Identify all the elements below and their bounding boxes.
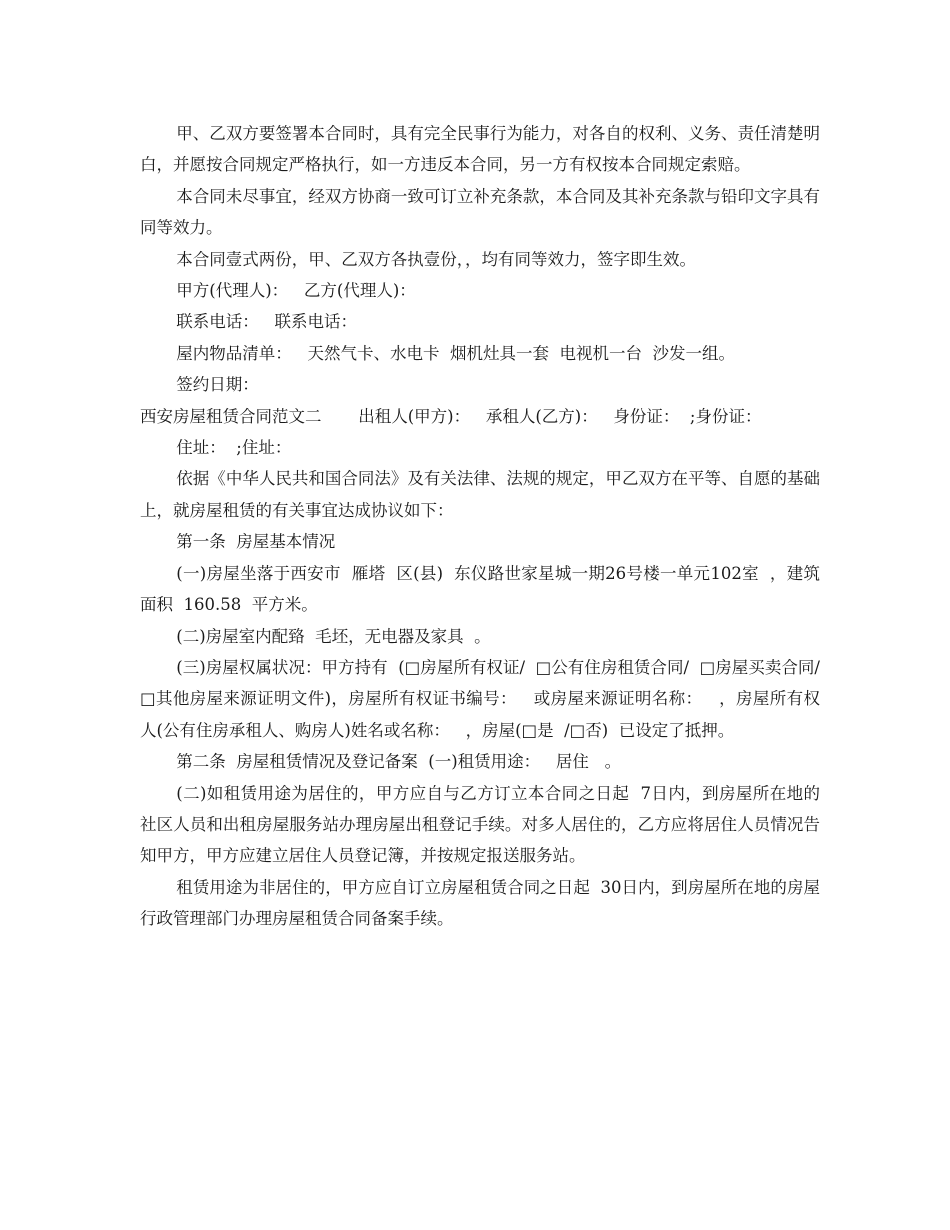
- paragraph: 本合同未尽事宜，经双方协商一致可订立补充条款，本合同及其补充条款与铅印文字具有同等效力。: [140, 186, 820, 238]
- paragraph: 依据《中华人民共和国合同法》及有关法律、法规的规定，甲乙双方在平等、自愿的基础上，就房屋租赁的有关事宜达成协议如下：: [140, 469, 820, 520]
- paragraph: 住址： ;住址：: [176, 438, 292, 458]
- paragraph: (二)如租赁用途为居住的，甲方应自与乙方订立本合同之日起 7日内，到房屋所在地的社区人员和出租房屋服务站办理房屋出租登记手续。对多人居住的，乙方应将居住人员情况告知甲方，甲方应建立居住人员登记簿，并按规定报送服务站。: [140, 783, 820, 866]
- paragraph: 租赁用途为非居住的，甲方应自订立房屋租赁合同之日起 30日内，到房屋所在地的房屋行政管理部门办理房屋租赁合同备案手续。: [140, 877, 820, 929]
- paragraph: 签约日期：: [176, 375, 259, 395]
- paragraph: 西安房屋租赁合同范文二 出租人(甲方)： 承租人(乙方)： 身份证： ;身份证：: [140, 406, 762, 426]
- contract-document: [140, 118, 831, 935]
- paragraph: (二)房屋室内配臵 毛坯，无电器及家具 。: [176, 626, 491, 646]
- paragraph: (三)房屋权属状况：甲方持有 (□房屋所有权证/ □公有住房租赁合同/ □房屋买卖合同/ □其他房屋来源证明文件)，房屋所有权证书编号： 或房屋来源证明名称： ，房屋所有权人(公有住房承租人、购房人)姓名或名称： ，房屋(□是 /□否) 已设定了抵押。: [140, 657, 831, 740]
- paragraph: 屋内物品清单： 天然气卡、水电卡 烟机灶具一套 电视机一台 沙发一组。: [176, 343, 736, 363]
- paragraph: 甲方(代理人)： 乙方(代理人)：: [176, 281, 416, 301]
- paragraph: (一)房屋坐落于西安市 雁塔 区(县) 东仪路世家星城一期26号楼一单元102室 ，建筑面积 160.58 平方米。: [140, 563, 820, 615]
- paragraph: 联系电话： 联系电话：: [176, 312, 358, 332]
- paragraph: 第一条 房屋基本情况: [176, 532, 336, 552]
- paragraph: 甲、乙双方要签署本合同时，具有完全民事行为能力，对各自的权利、义务、责任清楚明白，并愿按合同规定严格执行，如一方违反本合同，另一方有权按本合同规定索赔。: [140, 124, 820, 175]
- paragraph: 本合同壹式两份，甲、乙双方各执壹份，，均有同等效力，签字即生效。: [176, 249, 697, 269]
- paragraph: 第二条 房屋租赁情况及登记备案 (一)租赁用途： 居住 。: [176, 752, 622, 772]
